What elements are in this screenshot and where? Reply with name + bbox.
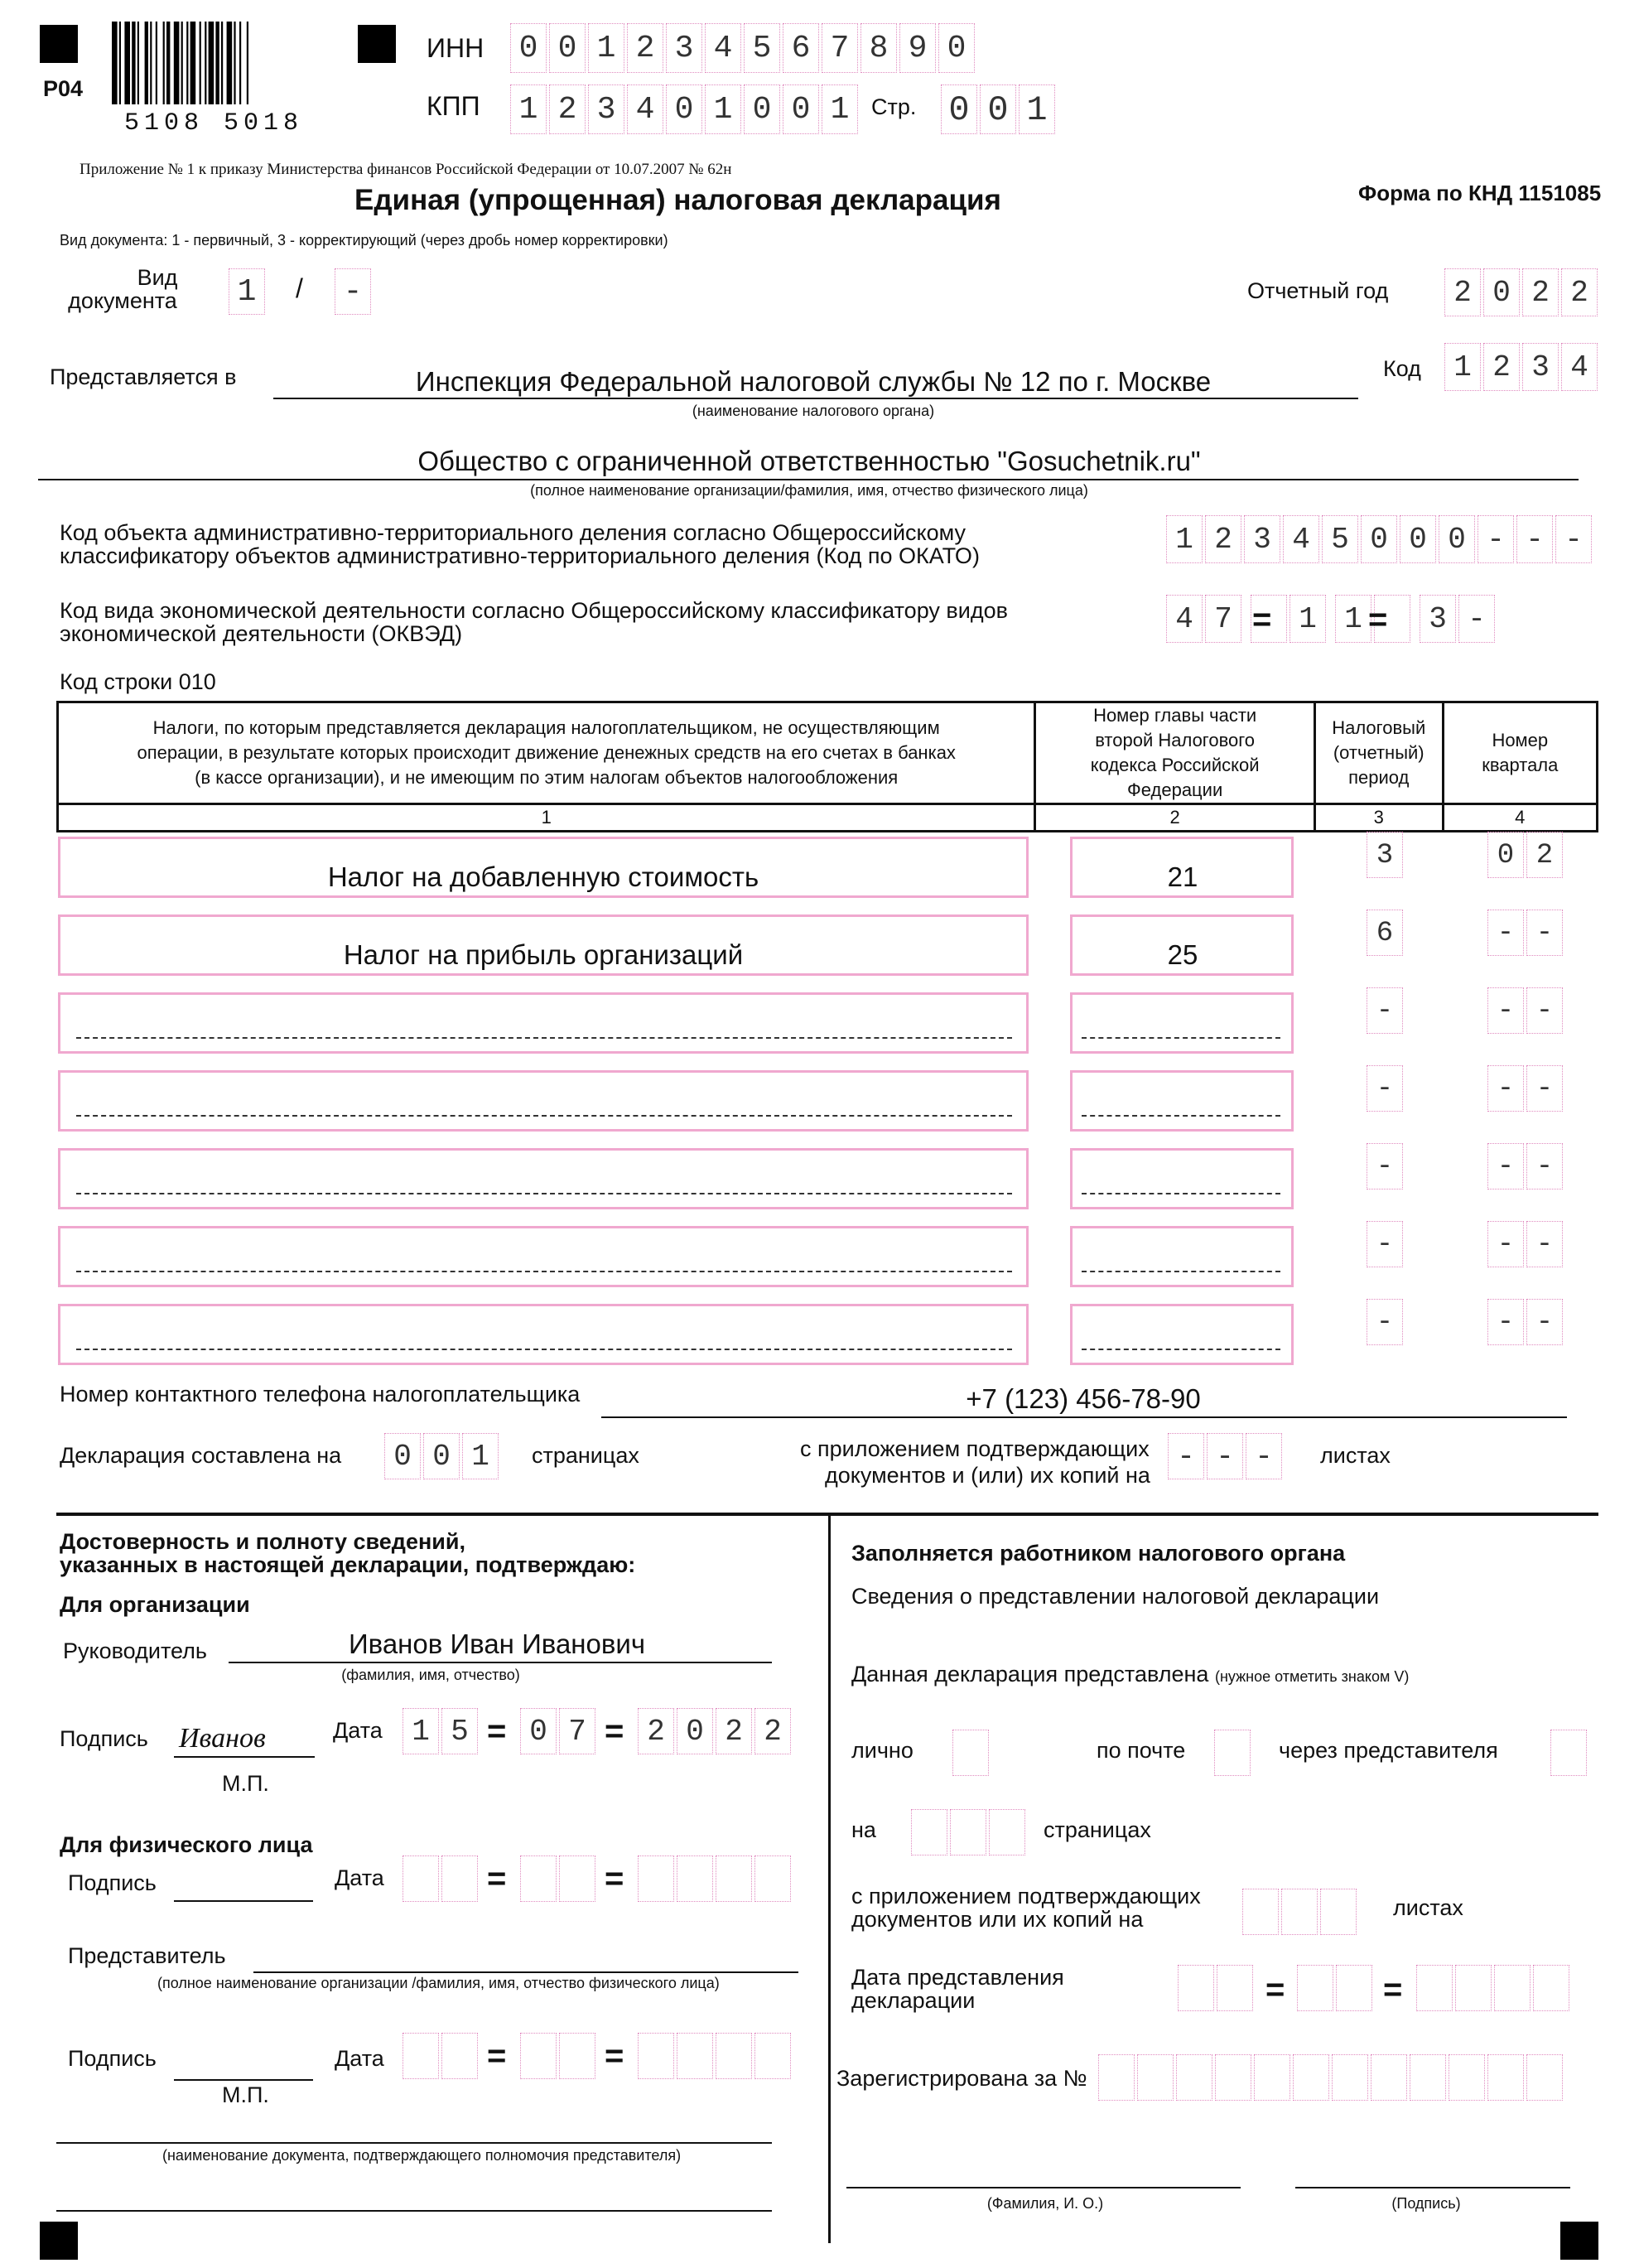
kpp-cell[interactable]: 1	[705, 84, 741, 134]
chapter-field[interactable]	[1070, 1070, 1294, 1132]
tax-table-header	[56, 701, 1598, 832]
inn-cell[interactable]: 5	[744, 23, 780, 73]
tax-name-placeholder	[76, 1037, 1012, 1039]
received-date-cell[interactable]	[1297, 1965, 1333, 2011]
date-separator-1: =	[487, 1713, 507, 1749]
date3-separator-2: =	[605, 2038, 624, 2074]
okved-cell[interactable]: 1	[1290, 595, 1326, 643]
inn-cell[interactable]: 0	[510, 23, 547, 73]
by-mail-label: по почте	[1097, 1738, 1186, 1763]
sign3-label: Подпись	[68, 2046, 157, 2071]
date3-cell[interactable]	[754, 2033, 791, 2079]
okved-separator-2: =	[1368, 601, 1388, 638]
knd-code: Форма по КНД 1151085	[1358, 181, 1602, 205]
inn-cell[interactable]: 0	[938, 23, 975, 73]
okato-cell[interactable]: -	[1516, 515, 1553, 563]
chapter-placeholder	[1082, 1037, 1280, 1039]
chapter-field[interactable]	[1070, 1148, 1294, 1209]
fio-underline	[846, 2187, 1241, 2188]
date2-cell[interactable]	[441, 1855, 478, 1902]
col4-header-2: квартала	[1482, 755, 1559, 775]
confirm-line-2: указанных в настоящей декларации, подтверждаю:	[60, 1552, 636, 1577]
date2-cell[interactable]	[559, 1855, 595, 1902]
col1-header-3: (в кассе организации), и не имеющим по этим налогам объектов налогообложения	[195, 767, 899, 788]
date-cell[interactable]: 7	[559, 1708, 595, 1754]
pages-suffix: страницах	[532, 1443, 639, 1468]
received-date-cell[interactable]	[1178, 1965, 1214, 2011]
registration-cell[interactable]	[1487, 2054, 1524, 2101]
phys-heading: Для физического лица	[60, 1832, 313, 1857]
received-date-cell[interactable]	[1336, 1965, 1372, 2011]
quarter-cell[interactable]: -	[1526, 1221, 1563, 1267]
date2-cell[interactable]	[754, 1855, 791, 1902]
col1-header-2: операции, в результате которых происходит движение денежных средств на его счетах в банках	[137, 742, 956, 763]
pages-cell[interactable]: 1	[462, 1433, 499, 1479]
kpp-cell[interactable]: 1	[510, 84, 547, 134]
tax-office-heading: Заполняется работником налогового органа	[851, 1541, 1346, 1566]
submission-info: Сведения о представлении налоговой декларации	[851, 1584, 1380, 1609]
okato-cell[interactable]: 0	[1361, 515, 1397, 563]
fio-caption: (Фамилия, И. О.)	[986, 2195, 1104, 2212]
section-divider	[56, 1513, 1598, 1516]
authority-label: Представляется в	[50, 364, 237, 389]
tax-name-placeholder	[76, 1193, 1012, 1194]
authority-underline	[273, 398, 1358, 399]
col3-number: 3	[1314, 804, 1443, 832]
date-cell[interactable]: 0	[520, 1708, 557, 1754]
attach-label-1: с приложением подтверждающих	[800, 1436, 1150, 1461]
okved-cell[interactable]: 1	[1335, 595, 1371, 643]
date3-cell[interactable]	[638, 2033, 674, 2079]
quarter-cell[interactable]: -	[1487, 1143, 1524, 1189]
sign-caption: (Подпись)	[1391, 2195, 1461, 2212]
tax-name-placeholder	[76, 1115, 1012, 1117]
okato-cell[interactable]: 1	[1166, 515, 1203, 563]
inn-cell[interactable]: 2	[627, 23, 663, 73]
inn-cell[interactable]: 3	[666, 23, 702, 73]
date3-label: Дата	[335, 2046, 384, 2071]
rdate-separator-1: =	[1265, 1971, 1285, 2008]
quarter-cell[interactable]: -	[1487, 1065, 1524, 1112]
signature[interactable]: Иванов	[179, 1723, 266, 1754]
barcode-number: 5108 5018	[124, 109, 304, 138]
date2-cell[interactable]	[403, 1855, 439, 1902]
registration-cell[interactable]	[1332, 2054, 1368, 2101]
in-person-checkbox[interactable]	[952, 1730, 989, 1776]
doc-type-slash: /	[296, 273, 303, 303]
okato-label-1: Код объекта административно-территориального деления согласно Общероссийскому	[60, 520, 967, 545]
okato-cell[interactable]: 0	[1400, 515, 1436, 563]
col3-header-2: (отчетный)	[1333, 742, 1424, 763]
phone-underline	[601, 1416, 1567, 1418]
on-label: на	[851, 1817, 876, 1842]
col4-number: 4	[1443, 804, 1597, 832]
okato-cell[interactable]: 3	[1244, 515, 1280, 563]
head-name[interactable]: Иванов Иван Иванович	[348, 1629, 646, 1659]
quarter-cell[interactable]: 2	[1526, 832, 1563, 878]
col2-header-4: Федерации	[1127, 779, 1223, 800]
appendix-note: Приложение № 1 к приказу Министерства финансов Российской Федерации от 10.07.2007 № 62н	[80, 161, 732, 178]
date2-separator-1: =	[487, 1860, 507, 1897]
head-underline	[229, 1662, 772, 1663]
rep-caption: (полное наименование организации /фамилия, имя, отчество физического лица)	[157, 1975, 720, 1991]
pages-label: Декларация составлена на	[60, 1443, 342, 1468]
column-divider	[828, 1514, 831, 2243]
doc-caption: (наименование документа, подтверждающего полномочия представителя)	[162, 2147, 682, 2164]
received-attach-cell[interactable]	[1242, 1889, 1279, 1935]
received-date-cell[interactable]	[1533, 1965, 1569, 2011]
okato-cell[interactable]: -	[1555, 515, 1592, 563]
line-code-label: Код строки 010	[60, 669, 216, 694]
tax-name-field[interactable]	[58, 1148, 1029, 1209]
registered-label: Зарегистрирована за №	[836, 2066, 1087, 2091]
kpp-cell[interactable]: 0	[744, 84, 780, 134]
inn-cell[interactable]: 7	[822, 23, 858, 73]
doc-type-note: Вид документа: 1 - первичный, 3 - корректирующий (через дробь номер корректировки)	[60, 232, 668, 249]
chapter-placeholder	[1082, 1115, 1280, 1117]
authority-code-cell[interactable]: 3	[1522, 343, 1559, 391]
attach-suffix: листах	[1320, 1443, 1391, 1468]
period-cell[interactable]: -	[1367, 1065, 1403, 1112]
period-cell[interactable]: -	[1367, 1221, 1403, 1267]
attach-cell[interactable]: -	[1207, 1433, 1243, 1479]
col4-header-1: Номер	[1492, 730, 1549, 750]
kpp-cell[interactable]: 4	[627, 84, 663, 134]
authority-code-cell[interactable]: 4	[1561, 343, 1598, 391]
inn-cell[interactable]: 0	[549, 23, 586, 73]
page-label: Стр.	[871, 94, 917, 119]
date2-separator-2: =	[605, 1860, 624, 1897]
authority-code-cell[interactable]: 2	[1483, 343, 1520, 391]
registration-cell[interactable]	[1137, 2054, 1174, 2101]
tax-name-field[interactable]	[58, 992, 1029, 1054]
col2-header-1: Номер главы части	[1093, 705, 1257, 726]
authority-value[interactable]: Инспекция Федеральной налоговой службы № 12 по г. Москве	[415, 366, 1212, 397]
inn-cell[interactable]: 9	[899, 23, 936, 73]
year-cell[interactable]: 2	[1522, 268, 1559, 316]
by-mail-checkbox[interactable]	[1214, 1730, 1251, 1776]
sign-underline	[1295, 2187, 1570, 2188]
date-cell[interactable]: 2	[754, 1708, 791, 1754]
registration-cell[interactable]	[1176, 2054, 1212, 2101]
col2-header-3: кодекса Российской	[1090, 755, 1260, 775]
page-number-cell[interactable]: 0	[941, 84, 977, 134]
page-code: Р04	[43, 76, 84, 101]
chapter-placeholder	[1082, 1193, 1280, 1194]
date3-cell[interactable]	[441, 2033, 478, 2079]
quarter-cell[interactable]: -	[1487, 1299, 1524, 1345]
signature-underline	[174, 1756, 315, 1758]
okved-cell[interactable]: 7	[1205, 595, 1241, 643]
received-pages-cell[interactable]	[989, 1809, 1025, 1855]
date3-cell[interactable]	[520, 2033, 557, 2079]
date-cell[interactable]: 2	[638, 1708, 674, 1754]
phone-label: Номер контактного телефона налогоплательщика	[60, 1382, 581, 1407]
tax-name-field[interactable]	[58, 1070, 1029, 1132]
stamp2-label: М.П.	[222, 2082, 269, 2107]
stamp-label: М.П.	[222, 1771, 269, 1796]
rattach-suffix: листах	[1393, 1895, 1463, 1920]
attach-label-2: документов и (или) их копий на	[825, 1463, 1150, 1488]
col1-number: 1	[58, 804, 1035, 832]
kpp-cell[interactable]: 2	[549, 84, 586, 134]
rdate-label-2: декларации	[851, 1988, 976, 2013]
doc-type-label-2: документа	[68, 288, 177, 313]
received-attach-cell[interactable]	[1320, 1889, 1357, 1935]
year-cell[interactable]: 0	[1483, 268, 1520, 316]
registration-cell[interactable]	[1410, 2054, 1446, 2101]
quarter-cell[interactable]: -	[1526, 1065, 1563, 1112]
organization-name[interactable]: Общество с ограниченной ответственностью "Gosuchetnik.ru"	[417, 446, 1201, 476]
col2-number: 2	[1035, 804, 1314, 832]
tax-name: Налог на добавленную стоимость	[327, 861, 759, 892]
registration-cell[interactable]	[1254, 2054, 1290, 2101]
date3-cell[interactable]	[559, 2033, 595, 2079]
date3-separator-1: =	[487, 2038, 507, 2074]
received-date-cell[interactable]	[1416, 1965, 1453, 2011]
document-title: Единая (упрощенная) налоговая декларация	[354, 184, 1001, 216]
kpp-cell[interactable]: 0	[783, 84, 819, 134]
received-pages-cell[interactable]	[911, 1809, 947, 1855]
date2-cell[interactable]	[638, 1855, 674, 1902]
rep-label: Представитель	[68, 1943, 226, 1968]
corner-marker-top-right	[358, 25, 396, 63]
okato-label-2: классификатору объектов административно-территориального деления (Код по ОКАТО)	[60, 543, 980, 568]
received-date-cell[interactable]	[1217, 1965, 1253, 2011]
date-label: Дата	[333, 1718, 383, 1743]
confirm-line-1: Достоверность и полноту сведений,	[60, 1529, 465, 1554]
organization-caption: (полное наименование организации/фамилия, имя, отчество физического лица)	[530, 482, 1088, 499]
period-cell[interactable]: -	[1367, 987, 1403, 1034]
inn-cell[interactable]: 8	[860, 23, 897, 73]
phone-value[interactable]: +7 (123) 456-78-90	[966, 1383, 1201, 1414]
tax-name: Налог на прибыль организаций	[343, 939, 744, 970]
submitted-text: Данная декларация представлена	[851, 1662, 1209, 1687]
tax-name-field[interactable]	[58, 1226, 1029, 1287]
head-caption: (фамилия, имя, отчество)	[341, 1667, 520, 1683]
year-cell[interactable]: 2	[1561, 268, 1598, 316]
okato-cell[interactable]: 0	[1439, 515, 1475, 563]
kpp-label: КПП	[427, 91, 480, 121]
okved-label-1: Код вида экономической деятельности согласно Общероссийскому классификатору видов	[60, 598, 1008, 623]
date-cell[interactable]: 5	[441, 1708, 478, 1754]
quarter-cell[interactable]: -	[1526, 1143, 1563, 1189]
doc-underline	[56, 2142, 772, 2144]
kpp-cell[interactable]: 0	[666, 84, 702, 134]
sign2-label: Подпись	[68, 1870, 157, 1895]
received-pages-cell[interactable]	[950, 1809, 986, 1855]
page-number-cell[interactable]: 1	[1019, 84, 1055, 134]
rpages-suffix: страницах	[1044, 1817, 1151, 1842]
okved-label-2: экономической деятельности (ОКВЭД)	[60, 621, 463, 646]
col3-header-1: Налоговый	[1332, 717, 1426, 738]
okato-cell[interactable]: -	[1478, 515, 1514, 563]
date2-cell[interactable]	[716, 1855, 752, 1902]
attach-cell[interactable]: -	[1168, 1433, 1204, 1479]
kpp-cell[interactable]: 3	[588, 84, 624, 134]
date3-cell[interactable]	[716, 2033, 752, 2079]
quarter-cell[interactable]: -	[1526, 910, 1563, 956]
chapter-value: 25	[1167, 939, 1198, 970]
pages-cell[interactable]: 0	[384, 1433, 421, 1479]
period-cell[interactable]: 3	[1367, 832, 1403, 878]
barcode-icon	[112, 22, 306, 104]
rep-underline	[253, 1971, 798, 1973]
period-cell[interactable]: -	[1367, 1299, 1403, 1345]
rattach-label-2: документов или их копий на	[851, 1907, 1144, 1932]
quarter-cell[interactable]: -	[1487, 987, 1524, 1034]
date3-cell[interactable]	[677, 2033, 713, 2079]
rattach-label-1: с приложением подтверждающих	[851, 1884, 1201, 1908]
chapter-field[interactable]	[1070, 992, 1294, 1054]
doc-type-cell[interactable]: 1	[229, 268, 265, 315]
date3-cell[interactable]	[403, 2033, 439, 2079]
col2-header-2: второй Налогового	[1095, 730, 1256, 750]
registration-cell[interactable]	[1449, 2054, 1485, 2101]
submitted-label	[851, 1662, 1409, 1687]
bottom-underline	[56, 2210, 772, 2212]
org-heading: Для организации	[60, 1592, 250, 1617]
okato-cell[interactable]: 2	[1205, 515, 1241, 563]
chapter-placeholder	[1082, 1349, 1280, 1350]
inn-cell[interactable]: 4	[705, 23, 741, 73]
quarter-cell[interactable]: -	[1526, 987, 1563, 1034]
year-label: Отчетный год	[1247, 278, 1389, 303]
date2-cell[interactable]	[677, 1855, 713, 1902]
date2-label: Дата	[335, 1865, 384, 1890]
organization-underline	[38, 479, 1579, 480]
registration-cell[interactable]	[1293, 2054, 1329, 2101]
sign-label: Подпись	[60, 1726, 148, 1751]
received-date-cell[interactable]	[1494, 1965, 1531, 2011]
col1-header-1: Налоги, по которым представляется декларация налогоплательщиком, не осуществляющим	[152, 717, 940, 738]
date2-cell[interactable]	[520, 1855, 557, 1902]
okved-cell[interactable]: 4	[1166, 595, 1203, 643]
date-cell[interactable]: 0	[677, 1708, 713, 1754]
quarter-cell[interactable]: -	[1487, 910, 1524, 956]
corner-marker-bottom-left	[40, 2222, 78, 2260]
received-date-cell[interactable]	[1455, 1965, 1492, 2011]
doc-type-label-1: Вид	[137, 265, 178, 290]
period-cell[interactable]: 6	[1367, 910, 1403, 956]
tax-name-field[interactable]	[58, 1304, 1029, 1365]
period-cell[interactable]: -	[1367, 1143, 1403, 1189]
date-cell[interactable]: 1	[403, 1708, 439, 1754]
rdate-label-1: Дата представления	[851, 1965, 1064, 1990]
registration-cell[interactable]	[1371, 2054, 1407, 2101]
sign3-underline	[174, 2079, 313, 2081]
pages-cell[interactable]: 0	[423, 1433, 460, 1479]
sign2-underline	[174, 1900, 313, 1902]
received-attach-cell[interactable]	[1281, 1889, 1318, 1935]
rdate-separator-2: =	[1383, 1971, 1403, 2008]
page-number-cell[interactable]: 0	[980, 84, 1016, 134]
kpp-cell[interactable]: 1	[822, 84, 858, 134]
quarter-cell[interactable]: -	[1526, 1299, 1563, 1345]
inn-label: ИНН	[427, 33, 484, 63]
okato-cell[interactable]: 5	[1322, 515, 1358, 563]
okved-separator-1: =	[1252, 601, 1272, 638]
tax-name-placeholder	[76, 1349, 1012, 1350]
by-rep-checkbox[interactable]	[1550, 1730, 1587, 1776]
corner-marker-top-left	[40, 25, 78, 63]
chapter-placeholder	[1082, 1271, 1280, 1272]
submitted-note: (нужное отметить знаком V)	[1214, 1668, 1410, 1685]
date-separator-2: =	[605, 1713, 624, 1749]
chapter-field[interactable]	[1070, 1304, 1294, 1365]
chapter-value: 21	[1167, 861, 1198, 892]
registration-cell[interactable]	[1098, 2054, 1135, 2101]
okved-cell[interactable]: 3	[1420, 595, 1456, 643]
attach-cell[interactable]: -	[1246, 1433, 1282, 1479]
okved-cell[interactable]: -	[1458, 595, 1495, 643]
col3-header-3: период	[1348, 767, 1410, 788]
code-label: Код	[1383, 356, 1421, 381]
registration-cell[interactable]	[1526, 2054, 1563, 2101]
inn-cell[interactable]: 1	[588, 23, 624, 73]
corner-marker-bottom-right	[1560, 2222, 1598, 2260]
okato-cell[interactable]: 4	[1283, 515, 1319, 563]
quarter-cell[interactable]: 0	[1487, 832, 1524, 878]
by-rep-label: через представителя	[1279, 1738, 1498, 1763]
quarter-cell[interactable]: -	[1487, 1221, 1524, 1267]
correction-cell[interactable]: -	[335, 268, 371, 315]
in-person-label: лично	[851, 1738, 914, 1763]
inn-cell[interactable]: 6	[783, 23, 819, 73]
year-cell[interactable]: 2	[1444, 268, 1481, 316]
registration-cell[interactable]	[1215, 2054, 1251, 2101]
authority-code-cell[interactable]: 1	[1444, 343, 1481, 391]
tax-name-placeholder	[76, 1271, 1012, 1272]
date-cell[interactable]: 2	[716, 1708, 752, 1754]
head-label: Руководитель	[63, 1638, 207, 1663]
chapter-field[interactable]	[1070, 1226, 1294, 1287]
authority-caption: (наименование налогового органа)	[692, 403, 935, 419]
